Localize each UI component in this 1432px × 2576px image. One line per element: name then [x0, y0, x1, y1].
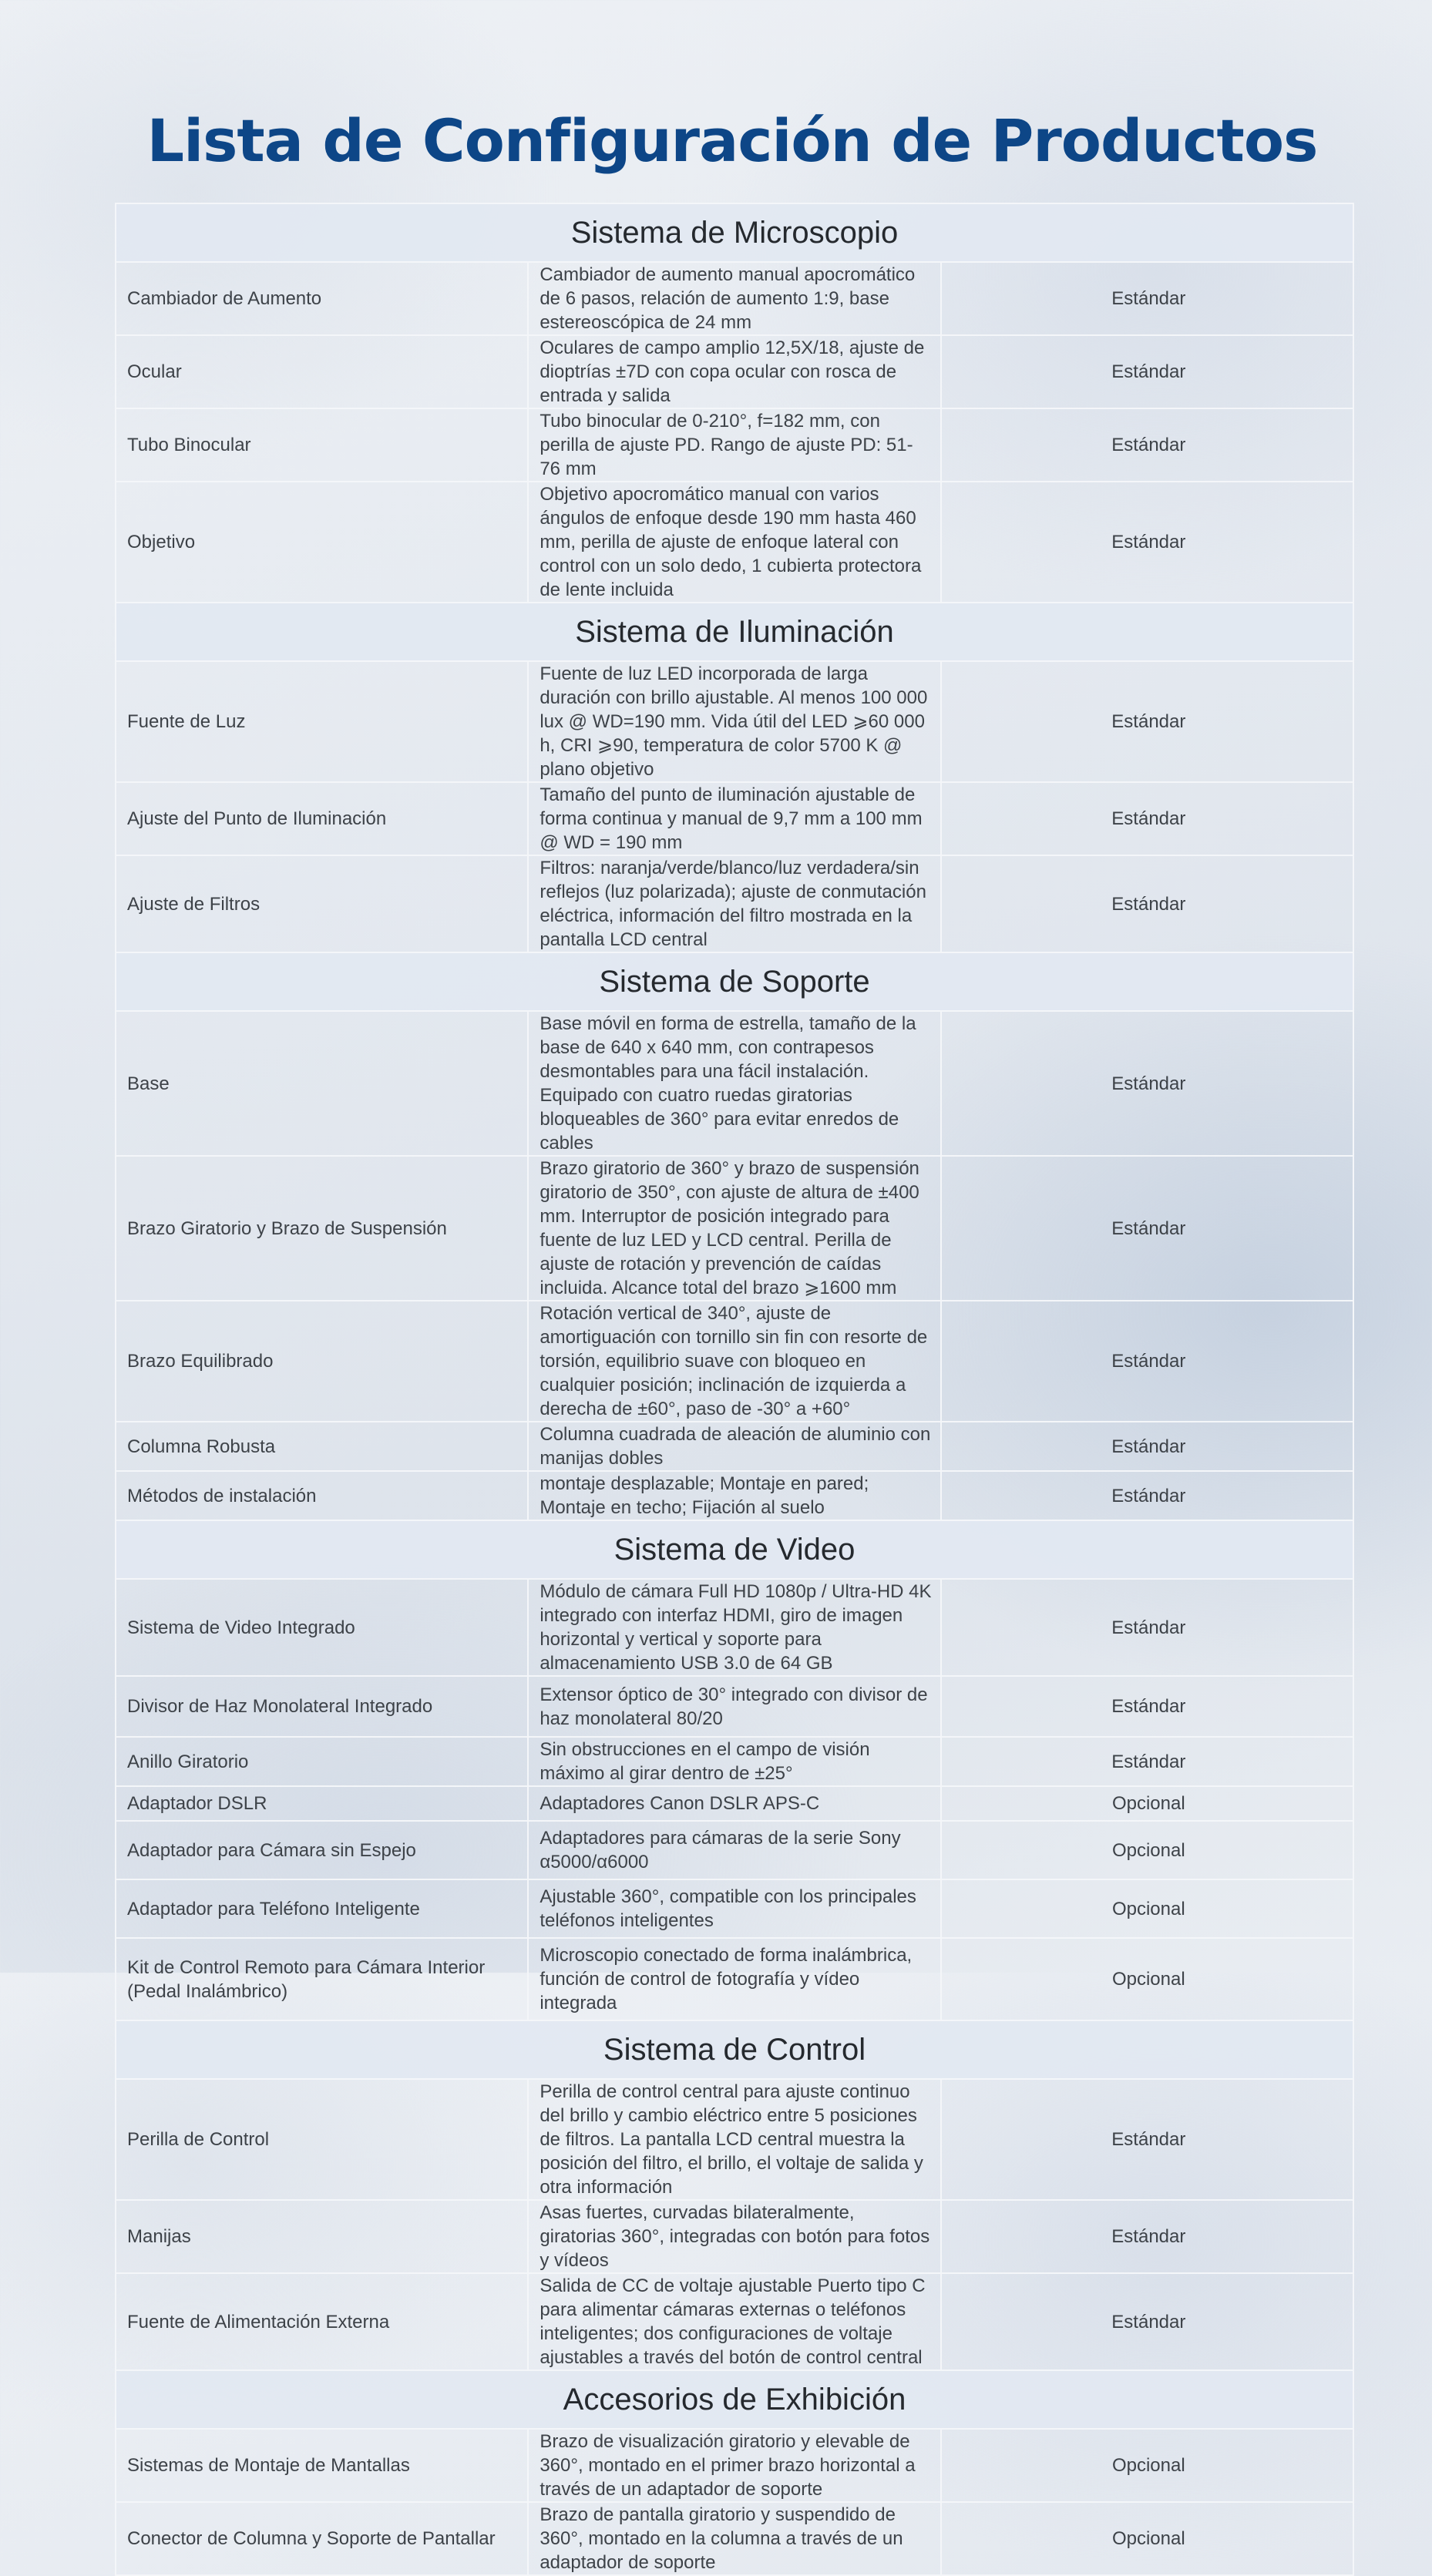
item-name: Conector de Columna y Soporte de Pantallar — [116, 2502, 528, 2575]
item-name: Brazo Equilibrado — [116, 1301, 528, 1422]
table-row — [116, 1301, 1353, 1422]
item-status: Opcional — [941, 1879, 1353, 1938]
page-title: Lista de Configuración de Productos — [146, 106, 1318, 175]
item-status: Estándar — [941, 2273, 1353, 2370]
section-header — [116, 603, 1353, 661]
item-name: Sistemas de Montaje de Mantallas — [116, 2429, 528, 2502]
table-row — [116, 1579, 1353, 1676]
item-description: Asas fuertes, curvadas bilateralmente, giratorias 360°, integradas con botón para fotos y vídeos — [528, 2200, 940, 2273]
table-row — [116, 482, 1353, 603]
item-description: Ajustable 360°, compatible con los principales teléfonos inteligentes — [528, 1879, 940, 1938]
item-status: Estándar — [941, 1471, 1353, 1520]
item-description: Oculares de campo amplio 12,5X/18, ajuste de dioptrías ±7D con copa ocular con rosca de entrada y salida — [528, 335, 940, 408]
item-name: Objetivo — [116, 482, 528, 603]
item-status: Estándar — [941, 661, 1353, 782]
item-description: Base móvil en forma de estrella, tamaño de la base de 640 x 640 mm, con contrapesos desmontables para una fácil instalación. Equipado con cuatro ruedas giratorias bloqueables de 360° para evitar enredos de cables — [528, 1011, 940, 1156]
item-description: Brazo de pantalla giratorio y suspendido de 360°, montado en la columna a través de un adaptador de soporte — [528, 2502, 940, 2575]
item-description: Sin obstrucciones en el campo de visión máximo al girar dentro de ±25° — [528, 1737, 940, 1786]
item-name: Manijas — [116, 2200, 528, 2273]
item-description: Fuente de luz LED incorporada de larga duración con brillo ajustable. Al menos 100 000 lux @ WD=190 mm. Vida útil del LED ⩾60 000 h, CRI ⩾90, temperatura de color 5700 K @ plano objetivo — [528, 661, 940, 782]
item-name: Ocular — [116, 335, 528, 408]
item-name: Divisor de Haz Monolateral Integrado — [116, 1676, 528, 1737]
item-name: Adaptador DSLR — [116, 1786, 528, 1821]
section-header — [116, 203, 1353, 262]
table-row — [116, 661, 1353, 782]
item-status: Opcional — [941, 1938, 1353, 2020]
item-description: Módulo de cámara Full HD 1080p / Ultra-HD 4K integrado con interfaz HDMI, giro de imagen horizontal y vertical y soporte para almacenamiento USB 3.0 de 64 GB — [528, 1579, 940, 1676]
item-description: Cambiador de aumento manual apocromático de 6 pasos, relación de aumento 1:9, base estereoscópica de 24 mm — [528, 262, 940, 335]
section-title: Sistema de Iluminación — [116, 603, 1353, 661]
section-title: Accesorios de Exhibición — [116, 2370, 1353, 2429]
table-row — [116, 2079, 1353, 2200]
item-status: Estándar — [941, 1737, 1353, 1786]
table-row — [116, 1471, 1353, 1520]
table-row — [116, 1786, 1353, 1821]
section-title: Sistema de Control — [116, 2020, 1353, 2079]
item-status: Estándar — [941, 262, 1353, 335]
item-description: Adaptadores para cámaras de la serie Sony α5000/α6000 — [528, 1821, 940, 1879]
item-status: Estándar — [941, 1156, 1353, 1301]
item-description: Salida de CC de voltaje ajustable Puerto tipo C para alimentar cámaras externas o teléfonos inteligentes; dos configuraciones de voltaje ajustables a través del botón de control central — [528, 2273, 940, 2370]
item-description: Objetivo apocromático manual con varios ángulos de enfoque desde 190 mm hasta 460 mm, perilla de ajuste de enfoque lateral con control con un solo dedo, 1 cubierta protectora de lente incluida — [528, 482, 940, 603]
table-row — [116, 1011, 1353, 1156]
item-description: Columna cuadrada de aleación de aluminio con manijas dobles — [528, 1422, 940, 1471]
item-status: Opcional — [941, 1786, 1353, 1821]
table-row — [116, 2273, 1353, 2370]
item-status: Estándar — [941, 1676, 1353, 1737]
item-status: Estándar — [941, 1301, 1353, 1422]
item-name: Fuente de Alimentación Externa — [116, 2273, 528, 2370]
table-row — [116, 1737, 1353, 1786]
item-name: Ajuste de Filtros — [116, 855, 528, 952]
item-name: Perilla de Control — [116, 2079, 528, 2200]
table-row — [116, 2200, 1353, 2273]
table-row — [116, 2429, 1353, 2502]
item-name: Sistema de Video Integrado — [116, 1579, 528, 1676]
item-name: Brazo Giratorio y Brazo de Suspensión — [116, 1156, 528, 1301]
configuration-table — [115, 203, 1354, 2576]
item-description: Tubo binocular de 0-210°, f=182 mm, con perilla de ajuste PD. Rango de ajuste PD: 51-76 mm — [528, 408, 940, 482]
section-title: Sistema de Video — [116, 1520, 1353, 1579]
table-row — [116, 408, 1353, 482]
table-row — [116, 1821, 1353, 1879]
item-status: Opcional — [941, 2502, 1353, 2575]
item-description: Adaptadores Canon DSLR APS-C — [528, 1786, 940, 1821]
item-name: Ajuste del Punto de Iluminación — [116, 782, 528, 855]
section-header — [116, 952, 1353, 1011]
item-status: Opcional — [941, 1821, 1353, 1879]
item-description: Microscopio conectado de forma inalámbrica, función de control de fotografía y vídeo integrada — [528, 1938, 940, 2020]
item-name: Cambiador de Aumento — [116, 262, 528, 335]
item-description: Filtros: naranja/verde/blanco/luz verdadera/sin reflejos (luz polarizada); ajuste de conmutación eléctrica, información del filtro mostrada en la pantalla LCD central — [528, 855, 940, 952]
item-description: Brazo giratorio de 360° y brazo de suspensión giratorio de 350°, con ajuste de altura de ±400 mm. Interruptor de posición integrado para fuente de luz LED y LCD central. Perilla de ajuste de rotación y prevención de caídas incluida. Alcance total del brazo ⩾1600 mm — [528, 1156, 940, 1301]
item-description: Rotación vertical de 340°, ajuste de amortiguación con tornillo sin fin con resorte de torsión, equilibrio suave con bloqueo en cualquier posición; inclinación de izquierda a derecha de ±60°, paso de -30° a +60° — [528, 1301, 940, 1422]
item-description: Extensor óptico de 30° integrado con divisor de haz monolateral 80/20 — [528, 1676, 940, 1737]
item-status: Estándar — [941, 1579, 1353, 1676]
table-row — [116, 1422, 1353, 1471]
item-description: Brazo de visualización giratorio y elevable de 360°, montado en el primer brazo horizontal a través de un adaptador de soporte — [528, 2429, 940, 2502]
table-row — [116, 1676, 1353, 1737]
section-header — [116, 1520, 1353, 1579]
item-description: Perilla de control central para ajuste continuo del brillo y cambio eléctrico entre 5 posiciones de filtros. La pantalla LCD central muestra la posición del filtro, el brillo, el voltaje de salida y otra información — [528, 2079, 940, 2200]
item-status: Estándar — [941, 408, 1353, 482]
item-name: Columna Robusta — [116, 1422, 528, 1471]
table-row — [116, 1156, 1353, 1301]
table-row — [116, 1938, 1353, 2020]
table-row — [116, 782, 1353, 855]
item-description: Tamaño del punto de iluminación ajustable de forma continua y manual de 9,7 mm a 100 mm @ WD = 190 mm — [528, 782, 940, 855]
item-name: Kit de Control Remoto para Cámara Interior (Pedal Inalámbrico) — [116, 1938, 528, 2020]
table-row — [116, 2502, 1353, 2575]
table-row — [116, 1879, 1353, 1938]
item-status: Estándar — [941, 855, 1353, 952]
table-row — [116, 335, 1353, 408]
table-row — [116, 855, 1353, 952]
item-name: Fuente de Luz — [116, 661, 528, 782]
item-description: montaje desplazable; Montaje en pared; Montaje en techo; Fijación al suelo — [528, 1471, 940, 1520]
item-name: Adaptador para Cámara sin Espejo — [116, 1821, 528, 1879]
item-name: Métodos de instalación — [116, 1471, 528, 1520]
section-header — [116, 2370, 1353, 2429]
item-status: Estándar — [941, 1422, 1353, 1471]
item-name: Adaptador para Teléfono Inteligente — [116, 1879, 528, 1938]
section-title: Sistema de Microscopio — [116, 203, 1353, 262]
item-name: Base — [116, 1011, 528, 1156]
item-status: Estándar — [941, 2200, 1353, 2273]
table-row — [116, 262, 1353, 335]
item-status: Opcional — [941, 2429, 1353, 2502]
item-status: Estándar — [941, 782, 1353, 855]
item-name: Tubo Binocular — [116, 408, 528, 482]
item-status: Estándar — [941, 2079, 1353, 2200]
item-status: Estándar — [941, 335, 1353, 408]
item-status: Estándar — [941, 482, 1353, 603]
section-title: Sistema de Soporte — [116, 952, 1353, 1011]
section-header — [116, 2020, 1353, 2079]
item-status: Estándar — [941, 1011, 1353, 1156]
item-name: Anillo Giratorio — [116, 1737, 528, 1786]
